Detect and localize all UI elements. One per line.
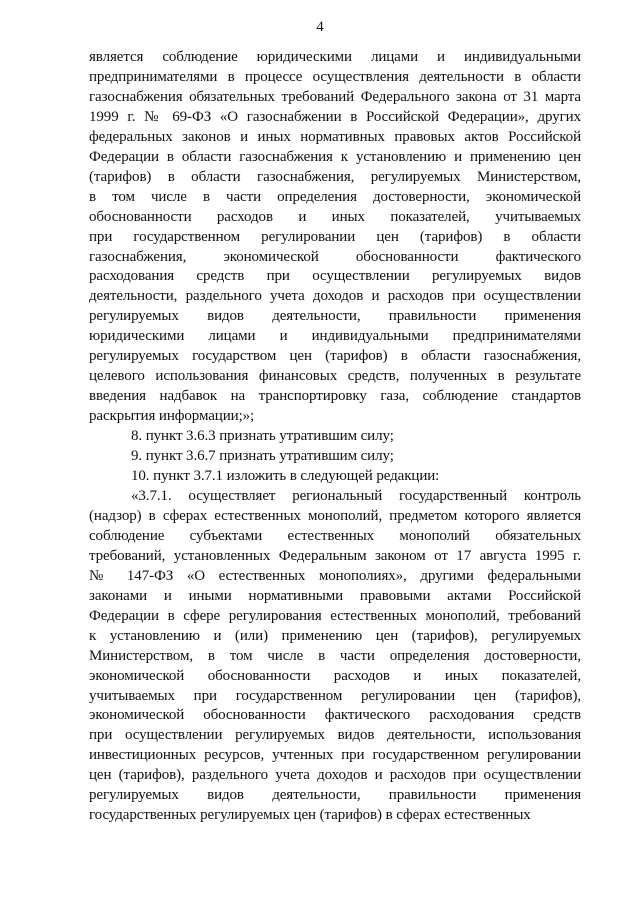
text-line: экономической обоснованности фактического расходования средств <box>89 707 581 724</box>
text-line: деятельности, раздельного учета доходов и расходов при осуществлении <box>89 288 581 305</box>
text-line: (тарифов) в области газоснабжения, регулируемых Министерством, <box>89 168 581 185</box>
text-line: соблюдение субъектами естественных монополий обязательных <box>89 527 581 544</box>
text-line: 1999 г. № 69-ФЗ «О газоснабжении в Российской Федерации», других <box>89 108 581 125</box>
text-line: «3.7.1. осуществляет региональный государственный контроль <box>131 487 581 504</box>
text-line: требований, установленных Федеральным законом от 17 августа 1995 г. <box>89 547 581 564</box>
text-line: Федерации в сфере регулирования естественных монополий, требований <box>89 607 581 624</box>
text-line: газоснабжения, экономической обоснованности фактического <box>89 248 581 265</box>
text-line: регулируемых видов деятельности, правильности применения <box>89 308 581 325</box>
text-line: учитываемых при государственном регулировании цен (тарифов), <box>89 687 581 704</box>
text-line: раскрытия информации;»; <box>89 408 255 425</box>
paragraph-quoted-3-7-1 <box>89 487 581 826</box>
text-line: 10. пункт 3.7.1 изложить в следующей редакции: <box>131 468 440 485</box>
text-line: инвестиционных ресурсов, учтенных при государственном регулировании <box>89 747 581 764</box>
document-body <box>89 48 581 826</box>
text-line: регулируемых государством цен (тарифов) в области газоснабжения, <box>89 348 581 365</box>
text-line: при государственном регулировании цен (тарифов) в области <box>89 228 581 245</box>
text-line: Федерации в области газоснабжения к установлению и применению цен <box>89 148 581 165</box>
text-line: 8. пункт 3.6.3 признать утратившим силу; <box>131 428 394 445</box>
paragraph-item-8 <box>89 427 581 447</box>
text-line: расходования средств при осуществлении регулируемых видов <box>89 268 581 285</box>
text-line: экономической обоснованности расходов и иных показателей, <box>89 667 581 684</box>
text-line: юридическими лицами и индивидуальными предпринимателями <box>89 328 581 345</box>
text-line: федеральных законов и иных нормативных правовых актов Российской <box>89 128 581 145</box>
text-line: цен (тарифов), раздельного учета доходов и расходов при осуществлении <box>89 767 581 784</box>
paragraph-continuation <box>89 48 581 427</box>
text-line: обоснованности расходов и иных показателей, учитываемых <box>89 208 581 225</box>
text-line: является соблюдение юридическими лицами и индивидуальными <box>89 49 581 65</box>
text-line: газоснабжения обязательных требований Федерального закона от 31 марта <box>89 88 581 105</box>
text-line: к установлению и (или) применению цен (тарифов), регулируемых <box>89 627 581 644</box>
text-line: целевого использования финансовых средств, полученных в результате <box>89 368 581 385</box>
text-line: регулируемых видов деятельности, правильности применения <box>89 787 581 804</box>
page-number: 4 <box>316 19 324 35</box>
text-line: Министерством, в том числе в части определения достоверности, <box>89 647 581 664</box>
paragraph-item-9 <box>89 447 581 467</box>
text-line: (надзор) в сферах естественных монополий, предметом которого является <box>89 507 581 524</box>
text-line: законами и иными нормативными правовыми актами Российской <box>89 587 581 604</box>
paragraph-item-10 <box>89 467 581 487</box>
text-line: введения надбавок на транспортировку газа, соблюдение стандартов <box>89 388 581 405</box>
text-line: государственных регулируемых цен (тарифов) в сферах естественных <box>89 807 531 824</box>
text-line: предпринимателями в процессе осуществления деятельности в области <box>89 68 581 85</box>
text-line: в том числе в части определения достоверности, экономической <box>89 188 581 205</box>
text-line: 9. пункт 3.6.7 признать утратившим силу; <box>131 448 394 465</box>
text-line: № 147-ФЗ «О естественных монополиях», другими федеральными <box>89 567 581 584</box>
text-line: при осуществлении регулируемых видов деятельности, использования <box>89 727 581 744</box>
